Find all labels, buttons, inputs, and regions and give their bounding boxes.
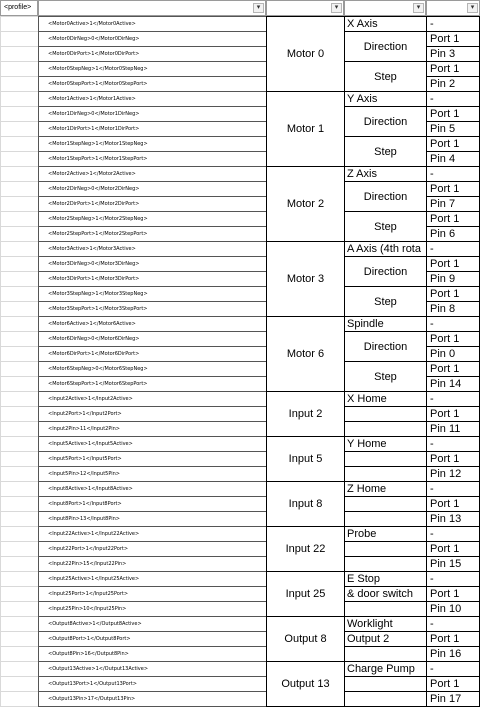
group-label[interactable]: Motor 6 bbox=[266, 316, 345, 392]
pin-label[interactable]: Step bbox=[344, 136, 427, 167]
chevron-down-icon[interactable]: ▾ bbox=[331, 3, 342, 13]
value-cell[interactable]: Pin 7 bbox=[426, 196, 480, 212]
cell-a[interactable] bbox=[0, 286, 39, 302]
description-cell[interactable] bbox=[344, 541, 427, 557]
code-cell[interactable]: <Input2Active>1</Input2Active> bbox=[38, 391, 267, 407]
column-header-d[interactable] bbox=[344, 0, 426, 16]
code-cell[interactable]: <Motor1StepNeg>1</Motor1StepNeg> bbox=[38, 136, 267, 152]
value-cell[interactable]: Pin 15 bbox=[426, 556, 480, 572]
code-cell[interactable]: <Input8Pin>13</Input8Pin> bbox=[38, 511, 267, 527]
code-cell[interactable]: <Output13Pin>17</Output13Pin> bbox=[38, 691, 267, 707]
value-cell[interactable]: Pin 10 bbox=[426, 601, 480, 617]
value-cell[interactable]: - bbox=[426, 391, 480, 407]
value-cell[interactable]: Pin 11 bbox=[426, 421, 480, 437]
cell-a[interactable] bbox=[0, 316, 39, 332]
value-cell[interactable]: Port 1 bbox=[426, 586, 480, 602]
axis-name[interactable]: X Axis bbox=[344, 16, 427, 32]
code-cell[interactable]: <Output8Active>1</Output8Active> bbox=[38, 616, 267, 632]
code-cell[interactable]: <Motor0DirNeg>0</Motor0DirNeg> bbox=[38, 31, 267, 47]
value-cell[interactable]: Pin 6 bbox=[426, 226, 480, 242]
value-cell[interactable]: Port 1 bbox=[426, 106, 480, 122]
code-cell[interactable]: <Input2Pin>11</Input2Pin> bbox=[38, 421, 267, 437]
description-cell[interactable] bbox=[344, 496, 427, 512]
value-cell[interactable]: Port 1 bbox=[426, 211, 480, 227]
cell-a[interactable] bbox=[0, 676, 39, 692]
cell-a[interactable] bbox=[0, 661, 39, 677]
value-cell[interactable]: Port 1 bbox=[426, 136, 480, 152]
pin-label[interactable]: Direction bbox=[344, 31, 427, 62]
description-cell[interactable]: & door switch bbox=[344, 586, 427, 602]
cell-a[interactable] bbox=[0, 406, 39, 422]
value-cell[interactable]: Port 1 bbox=[426, 676, 480, 692]
filter-icon[interactable]: ▾ bbox=[467, 3, 478, 13]
code-cell[interactable]: <Motor6StepNeg>0</Motor6StepNeg> bbox=[38, 361, 267, 377]
code-cell[interactable]: <Output8Pin>16</Output8Pin> bbox=[38, 646, 267, 662]
description-cell[interactable] bbox=[344, 556, 427, 572]
description-cell[interactable]: Worklight bbox=[344, 616, 427, 632]
description-cell[interactable] bbox=[344, 466, 427, 482]
code-cell[interactable]: <Motor3DirPort>1</Motor3DirPort> bbox=[38, 271, 267, 287]
description-cell[interactable]: Output 2 bbox=[344, 631, 427, 647]
code-cell[interactable]: <Output8Port>1</Output8Port> bbox=[38, 631, 267, 647]
cell-a[interactable] bbox=[0, 436, 39, 452]
code-cell[interactable]: <Input8Active>1</Input8Active> bbox=[38, 481, 267, 497]
cell-a[interactable] bbox=[0, 256, 39, 272]
code-cell[interactable]: <Input22Active>1</Input22Active> bbox=[38, 526, 267, 542]
cell-a[interactable] bbox=[0, 496, 39, 512]
description-cell[interactable] bbox=[344, 676, 427, 692]
value-cell[interactable]: Pin 17 bbox=[426, 691, 480, 707]
description-cell[interactable] bbox=[344, 451, 427, 467]
value-cell[interactable]: - bbox=[426, 16, 480, 32]
value-cell[interactable]: - bbox=[426, 481, 480, 497]
cell-a[interactable] bbox=[0, 61, 39, 77]
code-cell[interactable]: <Motor2DirNeg>0</Motor2DirNeg> bbox=[38, 181, 267, 197]
group-label[interactable]: Input 22 bbox=[266, 526, 345, 572]
code-cell[interactable]: <Motor6StepPort>1</Motor6StepPort> bbox=[38, 376, 267, 392]
code-cell[interactable]: <Input8Port>1</Input8Port> bbox=[38, 496, 267, 512]
group-label[interactable]: Motor 0 bbox=[266, 16, 345, 92]
value-cell[interactable]: Port 1 bbox=[426, 256, 480, 272]
value-cell[interactable]: Port 1 bbox=[426, 451, 480, 467]
cell-a[interactable] bbox=[0, 691, 39, 707]
description-cell[interactable]: E Stop bbox=[344, 571, 427, 587]
cell-a[interactable] bbox=[0, 331, 39, 347]
group-label[interactable]: Motor 3 bbox=[266, 241, 345, 317]
code-cell[interactable]: <Motor2StepNeg>1</Motor2StepNeg> bbox=[38, 211, 267, 227]
pin-label[interactable]: Step bbox=[344, 286, 427, 317]
code-cell[interactable]: <Input5Active>1</Input5Active> bbox=[38, 436, 267, 452]
code-cell[interactable]: <Motor1DirPort>1</Motor1DirPort> bbox=[38, 121, 267, 137]
code-cell[interactable]: <Motor3StepNeg>1</Motor3StepNeg> bbox=[38, 286, 267, 302]
code-cell[interactable]: <Motor1DirNeg>0</Motor1DirNeg> bbox=[38, 106, 267, 122]
cell-a[interactable] bbox=[0, 121, 39, 137]
code-cell[interactable]: <Motor0StepPort>1</Motor0StepPort> bbox=[38, 76, 267, 92]
column-header-a[interactable] bbox=[0, 0, 38, 16]
pin-label[interactable]: Direction bbox=[344, 256, 427, 287]
value-cell[interactable]: Pin 3 bbox=[426, 46, 480, 62]
value-cell[interactable]: Pin 13 bbox=[426, 511, 480, 527]
cell-a[interactable] bbox=[0, 76, 39, 92]
cell-a[interactable] bbox=[0, 616, 39, 632]
description-cell[interactable]: X Home bbox=[344, 391, 427, 407]
group-label[interactable]: Input 8 bbox=[266, 481, 345, 527]
description-cell[interactable]: Probe bbox=[344, 526, 427, 542]
axis-name[interactable]: Y Axis bbox=[344, 91, 427, 107]
cell-a[interactable] bbox=[0, 526, 39, 542]
code-cell[interactable]: <Input25Pin>10</Input25Pin> bbox=[38, 601, 267, 617]
value-cell[interactable]: Pin 14 bbox=[426, 376, 480, 392]
value-cell[interactable]: Pin 4 bbox=[426, 151, 480, 167]
value-cell[interactable]: Port 1 bbox=[426, 631, 480, 647]
value-cell[interactable]: - bbox=[426, 571, 480, 587]
value-cell[interactable]: Port 1 bbox=[426, 541, 480, 557]
code-cell[interactable]: <Motor2DirPort>1</Motor2DirPort> bbox=[38, 196, 267, 212]
cell-a[interactable] bbox=[0, 241, 39, 257]
column-header-c[interactable] bbox=[266, 0, 344, 16]
value-cell[interactable]: Port 1 bbox=[426, 61, 480, 77]
chevron-down-icon[interactable]: ▾ bbox=[253, 3, 264, 13]
cell-a[interactable] bbox=[0, 106, 39, 122]
value-cell[interactable]: Port 1 bbox=[426, 331, 480, 347]
cell-a[interactable] bbox=[0, 226, 39, 242]
value-cell[interactable]: - bbox=[426, 616, 480, 632]
code-cell[interactable]: <Motor1StepPort>1</Motor1StepPort> bbox=[38, 151, 267, 167]
description-cell[interactable] bbox=[344, 646, 427, 662]
value-cell[interactable]: Port 1 bbox=[426, 181, 480, 197]
column-header-b[interactable] bbox=[38, 0, 266, 16]
cell-a[interactable] bbox=[0, 586, 39, 602]
cell-a[interactable] bbox=[0, 301, 39, 317]
cell-a[interactable] bbox=[0, 31, 39, 47]
group-label[interactable]: Motor 2 bbox=[266, 166, 345, 242]
axis-name[interactable]: Spindle bbox=[344, 316, 427, 332]
value-cell[interactable]: Pin 2 bbox=[426, 76, 480, 92]
cell-a[interactable] bbox=[0, 346, 39, 362]
pin-label[interactable]: Step bbox=[344, 211, 427, 242]
cell-a[interactable] bbox=[0, 511, 39, 527]
cell-a[interactable] bbox=[0, 481, 39, 497]
group-label[interactable]: Motor 1 bbox=[266, 91, 345, 167]
code-cell[interactable]: <Motor3DirNeg>0</Motor3DirNeg> bbox=[38, 256, 267, 272]
cell-a[interactable] bbox=[0, 166, 39, 182]
code-cell[interactable]: <Motor3Active>1</Motor3Active> bbox=[38, 241, 267, 257]
code-cell[interactable]: <Input25Port>1</Input25Port> bbox=[38, 586, 267, 602]
description-cell[interactable] bbox=[344, 421, 427, 437]
code-cell[interactable]: <Output13Active>1</Output13Active> bbox=[38, 661, 267, 677]
description-cell[interactable] bbox=[344, 601, 427, 617]
description-cell[interactable] bbox=[344, 511, 427, 527]
code-cell[interactable]: <Motor3StepPort>1</Motor3StepPort> bbox=[38, 301, 267, 317]
value-cell[interactable]: Pin 8 bbox=[426, 301, 480, 317]
code-cell[interactable]: <Motor0StepNeg>1</Motor0StepNeg> bbox=[38, 61, 267, 77]
cell-a[interactable] bbox=[0, 211, 39, 227]
description-cell[interactable]: Charge Pump bbox=[344, 661, 427, 677]
value-cell[interactable]: - bbox=[426, 91, 480, 107]
value-cell[interactable]: - bbox=[426, 436, 480, 452]
value-cell[interactable]: - bbox=[426, 526, 480, 542]
value-cell[interactable]: Port 1 bbox=[426, 406, 480, 422]
code-cell[interactable]: <Motor0Active>1</Motor0Active> bbox=[38, 16, 267, 32]
cell-a[interactable] bbox=[0, 136, 39, 152]
value-cell[interactable]: Pin 0 bbox=[426, 346, 480, 362]
cell-a[interactable] bbox=[0, 151, 39, 167]
code-cell[interactable]: <Input5Port>1</Input5Port> bbox=[38, 451, 267, 467]
axis-name[interactable]: Z Axis bbox=[344, 166, 427, 182]
cell-a[interactable] bbox=[0, 571, 39, 587]
code-cell[interactable]: <Input2Port>1</Input2Port> bbox=[38, 406, 267, 422]
value-cell[interactable]: Port 1 bbox=[426, 286, 480, 302]
cell-a[interactable] bbox=[0, 466, 39, 482]
value-cell[interactable]: Pin 5 bbox=[426, 121, 480, 137]
cell-a[interactable] bbox=[0, 601, 39, 617]
cell-a[interactable] bbox=[0, 91, 39, 107]
cell-a[interactable] bbox=[0, 631, 39, 647]
pin-label[interactable]: Direction bbox=[344, 331, 427, 362]
pin-label[interactable]: Direction bbox=[344, 106, 427, 137]
group-label[interactable]: Output 8 bbox=[266, 616, 345, 662]
value-cell[interactable]: Port 1 bbox=[426, 31, 480, 47]
description-cell[interactable]: Z Home bbox=[344, 481, 427, 497]
group-label[interactable]: Output 13 bbox=[266, 661, 345, 707]
value-cell[interactable]: - bbox=[426, 241, 480, 257]
axis-name[interactable]: A Axis (4th rota bbox=[344, 241, 427, 257]
cell-a[interactable] bbox=[0, 556, 39, 572]
column-header-a-label: <profile> bbox=[4, 4, 32, 11]
value-cell[interactable]: Pin 9 bbox=[426, 271, 480, 287]
cell-a[interactable] bbox=[0, 391, 39, 407]
code-cell[interactable]: <Input5Pin>12</Input5Pin> bbox=[38, 466, 267, 482]
cell-a[interactable] bbox=[0, 541, 39, 557]
value-cell[interactable]: Port 1 bbox=[426, 496, 480, 512]
cell-a[interactable] bbox=[0, 271, 39, 287]
cell-a[interactable] bbox=[0, 421, 39, 437]
value-cell[interactable]: - bbox=[426, 661, 480, 677]
cell-a[interactable] bbox=[0, 646, 39, 662]
description-cell[interactable] bbox=[344, 691, 427, 707]
column-header-e[interactable] bbox=[426, 0, 480, 16]
pin-label[interactable]: Direction bbox=[344, 181, 427, 212]
code-cell[interactable]: <Output13Port>1</Output13Port> bbox=[38, 676, 267, 692]
description-cell[interactable] bbox=[344, 406, 427, 422]
group-label[interactable]: Input 5 bbox=[266, 436, 345, 482]
code-cell[interactable]: <Input22Pin>15</Input22Pin> bbox=[38, 556, 267, 572]
cell-a[interactable] bbox=[0, 361, 39, 377]
value-cell[interactable]: Pin 16 bbox=[426, 646, 480, 662]
code-cell[interactable]: <Motor6DirPort>1</Motor6DirPort> bbox=[38, 346, 267, 362]
code-cell[interactable]: <Input22Port>1</Input22Port> bbox=[38, 541, 267, 557]
cell-a[interactable] bbox=[0, 376, 39, 392]
group-label[interactable]: Input 2 bbox=[266, 391, 345, 437]
group-label[interactable]: Input 25 bbox=[266, 571, 345, 617]
code-cell[interactable]: <Motor2StepPort>1</Motor2StepPort> bbox=[38, 226, 267, 242]
cell-a[interactable] bbox=[0, 181, 39, 197]
code-cell[interactable]: <Motor0DirPort>1</Motor0DirPort> bbox=[38, 46, 267, 62]
cell-a[interactable] bbox=[0, 451, 39, 467]
cell-a[interactable] bbox=[0, 16, 39, 32]
code-cell[interactable]: <Motor6DirNeg>0</Motor6DirNeg> bbox=[38, 331, 267, 347]
value-cell[interactable]: - bbox=[426, 316, 480, 332]
value-cell[interactable]: - bbox=[426, 166, 480, 182]
value-cell[interactable]: Pin 12 bbox=[426, 466, 480, 482]
pin-label[interactable]: Step bbox=[344, 61, 427, 92]
cell-a[interactable] bbox=[0, 196, 39, 212]
code-cell[interactable]: <Motor6Active>1</Motor6Active> bbox=[38, 316, 267, 332]
code-cell[interactable]: <Motor2Active>1</Motor2Active> bbox=[38, 166, 267, 182]
cell-a[interactable] bbox=[0, 46, 39, 62]
value-cell[interactable]: Port 1 bbox=[426, 361, 480, 377]
description-cell[interactable]: Y Home bbox=[344, 436, 427, 452]
code-cell[interactable]: <Input25Active>1</Input25Active> bbox=[38, 571, 267, 587]
chevron-down-icon[interactable]: ▾ bbox=[413, 3, 424, 13]
code-cell[interactable]: <Motor1Active>1</Motor1Active> bbox=[38, 91, 267, 107]
pin-label[interactable]: Step bbox=[344, 361, 427, 392]
